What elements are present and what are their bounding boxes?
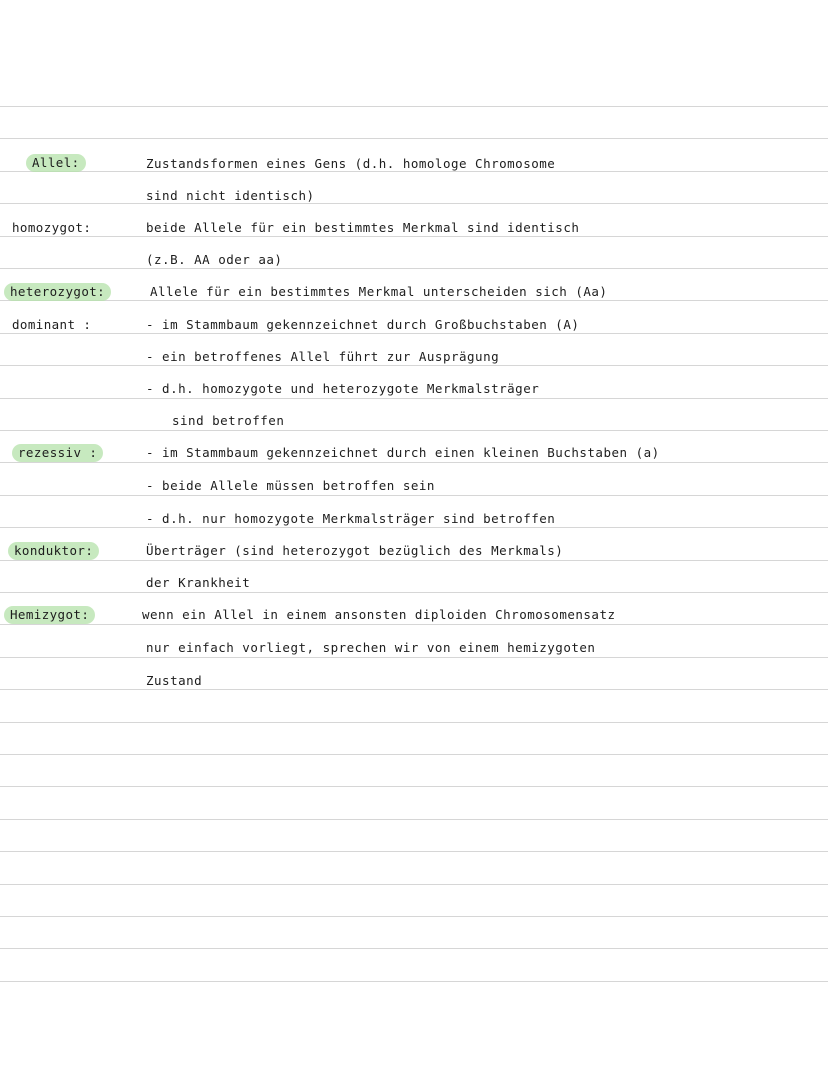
ruled-line <box>0 851 828 852</box>
ruled-line <box>0 430 828 431</box>
rezessiv-definition-line-2: - beide Allele müssen betroffen sein <box>146 478 435 493</box>
term-homozygot-label: homozygot: <box>12 220 92 235</box>
term-rezessiv <box>12 444 103 462</box>
konduktor-definition-line-2: der Krankheit <box>146 575 251 590</box>
ruled-line <box>0 560 828 561</box>
ruled-line <box>0 624 828 625</box>
term-konduktor-label: konduktor: <box>8 542 99 560</box>
allel-definition-line-2: sind nicht identisch) <box>146 188 315 203</box>
ruled-line <box>0 948 828 949</box>
term-heterozygot-label: heterozygot: <box>4 283 111 301</box>
term-hemizygot <box>4 606 95 624</box>
hemizygot-definition-line-3: Zustand <box>146 673 203 688</box>
ruled-line <box>0 106 828 107</box>
term-dominant <box>12 316 91 334</box>
ruled-line <box>0 722 828 723</box>
ruled-line <box>0 689 828 690</box>
term-konduktor <box>8 542 99 560</box>
allel-definition-line-1: Zustandsformen eines Gens (d.h. homologe Chromosome <box>146 156 556 171</box>
ruled-line <box>0 268 828 269</box>
ruled-line <box>0 786 828 787</box>
term-rezessiv-label: rezessiv : <box>12 444 103 462</box>
konduktor-definition-line-1: Überträger (sind heterozygot bezüglich des Merkmals) <box>146 543 564 558</box>
term-heterozygot <box>4 283 111 301</box>
ruled-line <box>0 884 828 885</box>
homozygot-definition-line-1: beide Allele für ein bestimmtes Merkmal sind identisch <box>146 220 580 235</box>
dominant-definition-line-2: - ein betroffenes Allel führt zur Ausprägung <box>146 349 500 364</box>
hemizygot-definition-line-2: nur einfach vorliegt, sprechen wir von einem hemizygoten <box>146 640 596 655</box>
rezessiv-definition-line-3: - d.h. nur homozygote Merkmalsträger sind betroffen <box>146 511 556 526</box>
term-homozygot <box>12 219 91 237</box>
ruled-line <box>0 916 828 917</box>
ruled-line <box>0 819 828 820</box>
ruled-line <box>0 398 828 399</box>
term-hemizygot-label: Hemizygot: <box>4 606 95 624</box>
term-dominant-label: dominant : <box>12 317 92 332</box>
ruled-line <box>0 592 828 593</box>
ruled-line <box>0 981 828 982</box>
ruled-line <box>0 462 828 463</box>
ruled-line <box>0 495 828 496</box>
ruled-line <box>0 754 828 755</box>
hemizygot-definition-line-1: wenn ein Allel in einem ansonsten diploiden Chromosomensatz <box>142 607 616 622</box>
heterozygot-definition-line-1: Allele für ein bestimmtes Merkmal unterscheiden sich (Aa) <box>150 284 608 299</box>
term-allel <box>26 154 86 172</box>
homozygot-definition-line-2: (z.B. AA oder aa) <box>146 252 283 267</box>
ruled-line <box>0 138 828 139</box>
rezessiv-definition-line-1: - im Stammbaum gekennzeichnet durch einen kleinen Buchstaben (a) <box>146 445 660 460</box>
term-allel-label: Allel: <box>26 154 86 172</box>
dominant-definition-line-1: - im Stammbaum gekennzeichnet durch Großbuchstaben (A) <box>146 317 580 332</box>
dominant-definition-line-3: - d.h. homozygote und heterozygote Merkmalsträger <box>146 381 540 396</box>
dominant-definition-line-4: sind betroffen <box>172 413 285 428</box>
ruled-line <box>0 203 828 204</box>
ruled-line <box>0 657 828 658</box>
